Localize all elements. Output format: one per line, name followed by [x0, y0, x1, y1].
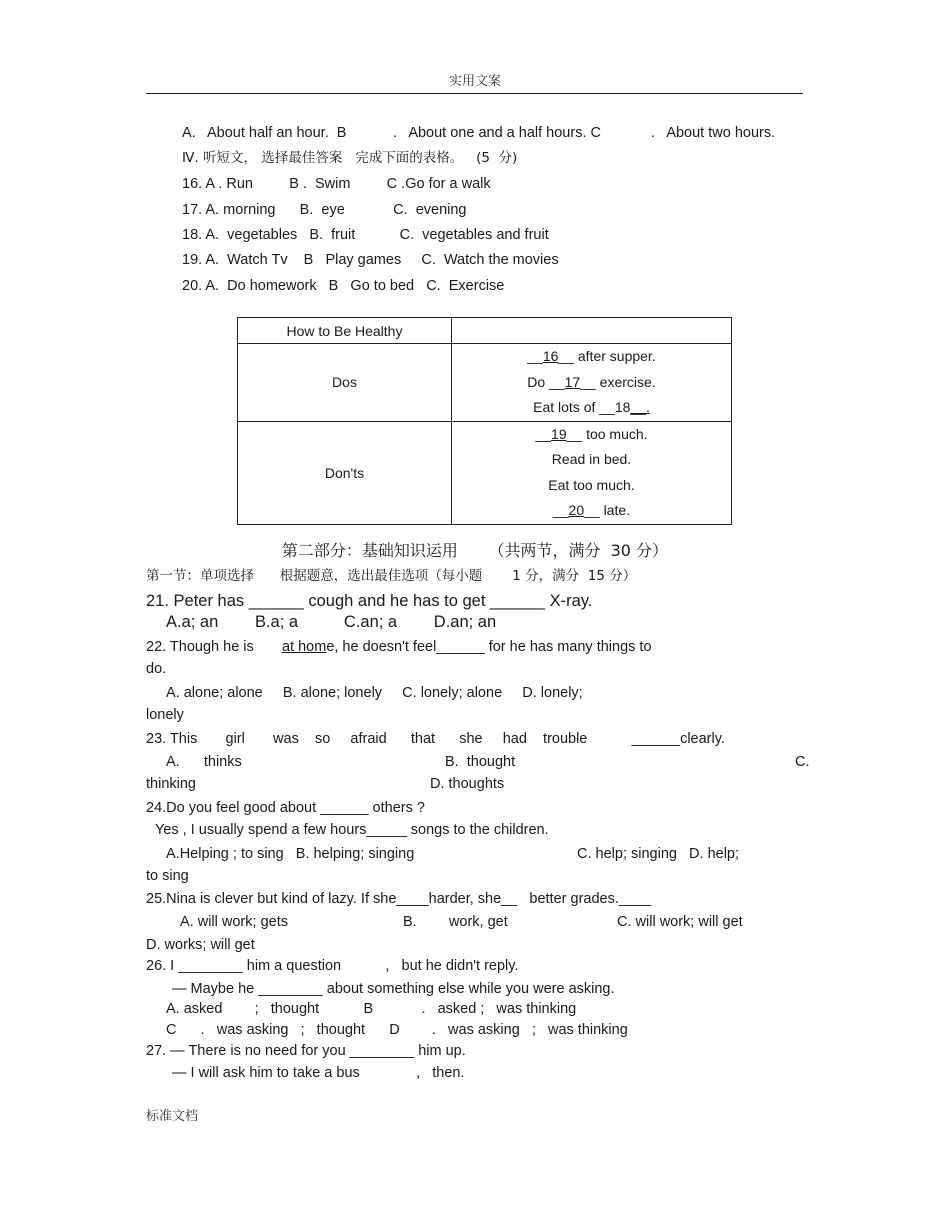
question-25-option-c: C. will work; will get — [617, 914, 743, 930]
header-divider — [146, 93, 803, 94]
blank-prefix: __ — [535, 425, 552, 442]
question-22-options-cont: lonely — [146, 707, 184, 723]
question-25-option-a: A. will work; gets — [180, 914, 288, 930]
question-22-stem — [146, 638, 652, 656]
dos-item-18 — [452, 395, 731, 421]
question-23-stem: 23. This girl was so afraid that she had trouble ______clearly. — [146, 731, 725, 747]
blank-number: 19 — [551, 425, 567, 442]
dos-item-16 — [452, 344, 731, 370]
donts-item-read: Read in bed. — [551, 451, 632, 467]
part-2-title: 第二部分：基础知识运用 （共两节，满分 30 分） — [281, 541, 669, 560]
question-21-stem: 21. Peter has ______ cough and he has to get ______ X-ray. — [146, 592, 593, 610]
question-21-options: A.a; an B.a; a C.an; a D.an; an — [166, 613, 497, 631]
question-25-option-b: B. work, get — [403, 914, 508, 930]
healthy-table — [237, 317, 732, 525]
top-option-c: . About two hours. — [651, 125, 776, 141]
blank-prefix: __ — [552, 502, 569, 518]
dos-item-17 — [452, 370, 731, 396]
dos-items — [452, 344, 732, 422]
table-header-left: How to Be Healthy — [238, 318, 452, 344]
question-23-option-c: C. — [795, 754, 810, 770]
question-27-reply: — I will ask him to take a bus , then. — [172, 1065, 465, 1081]
dos-label: Dos — [238, 344, 452, 422]
question-20: 20. A. Do homework B Go to bed C. Exercise — [182, 278, 505, 294]
blank-number: 20 — [568, 502, 585, 518]
blank-suffix: __ too much. — [566, 425, 648, 442]
question-26-reply: — Maybe he ________ about something else while you were asking. — [172, 981, 615, 997]
question-26-stem: 26. I ________ him a question , but he didn't reply. — [146, 958, 519, 974]
blank-suffix: __ after supper. — [558, 348, 656, 364]
blank-underline: __. — [630, 399, 650, 415]
blank-prefix: Eat lots of __18 — [533, 399, 631, 415]
stem-underlined: at hom — [281, 639, 327, 655]
question-24-options-cd: C. help; singing D. help; — [577, 846, 740, 862]
question-26-options-ab: A. asked ; thought B . asked ; was thinking — [166, 1001, 577, 1017]
question-19: 19. A. Watch Tv B Play games C. Watch the movies — [182, 252, 559, 268]
top-option-b: . About one and a half hours. C — [393, 125, 601, 141]
question-25-option-d: D. works; will get — [146, 937, 255, 953]
question-23-option-b: B. thought — [445, 754, 516, 770]
blank-number: 16 — [542, 348, 559, 364]
question-24-stem: 24.Do you feel good about ______ others ? — [146, 800, 425, 816]
question-24-options-cont: to sing — [146, 868, 189, 884]
question-23-option-a: A. thinks — [166, 754, 242, 770]
donts-label: Don'ts — [238, 421, 452, 524]
donts-item-eat: Eat too much. — [548, 476, 635, 493]
question-18: 18. A. vegetables B. fruit C. vegetables and fruit — [182, 227, 549, 243]
donts-item-19 — [452, 422, 731, 448]
question-23-option-c-cont: thinking — [146, 776, 196, 792]
question-27-stem: 27. — There is no need for you ________ him up. — [146, 1043, 466, 1059]
question-24-options-ab: A.Helping ; to sing B. helping; singing — [166, 846, 415, 862]
blank-number: 17 — [564, 373, 581, 390]
page-footer: 标准文档 — [146, 1108, 199, 1123]
donts-items — [452, 421, 732, 524]
question-23-option-d: D. thoughts — [430, 776, 505, 792]
blank-suffix: __ exercise. — [580, 373, 656, 390]
question-22-stem-cont: do. — [146, 661, 167, 677]
blank-prefix: __ — [527, 348, 543, 364]
question-22-options: A. alone; alone B. alone; lonely C. lonely; alone D. lonely; — [166, 685, 583, 701]
blank-suffix: __ late. — [584, 502, 631, 518]
question-24-reply: Yes , I usually spend a few hours_____ songs to the children. — [155, 822, 549, 838]
section-1-title: 第一节：单项选择 根据题意，选出最佳选项（每小题 1 分，满分 15 分） — [146, 568, 637, 584]
blank-prefix: Do __ — [527, 373, 565, 390]
question-17: 17. A. morning B. eye C. evening — [182, 202, 467, 218]
stem-part: 22. Though he is — [146, 639, 282, 655]
section-4-title: Ⅳ. 听短文， 选择最佳答案 完成下面的表格。 (5 分) — [182, 150, 518, 166]
question-26-options-cd: C . was asking ; thought D . was asking ; was thinking — [166, 1022, 628, 1038]
top-option-a: A. About half an hour. B — [182, 125, 347, 141]
page-header: 实用文案 — [448, 73, 501, 88]
stem-part: e, he doesn't feel______ for he has many things to — [326, 639, 652, 655]
donts-item-20 — [452, 498, 731, 524]
table-header-right — [452, 318, 732, 344]
question-16: 16. A . Run B . Swim C .Go for a walk — [182, 176, 491, 192]
question-25-stem: 25.Nina is clever but kind of lazy. If she____harder, she__ better grades.____ — [146, 891, 652, 907]
